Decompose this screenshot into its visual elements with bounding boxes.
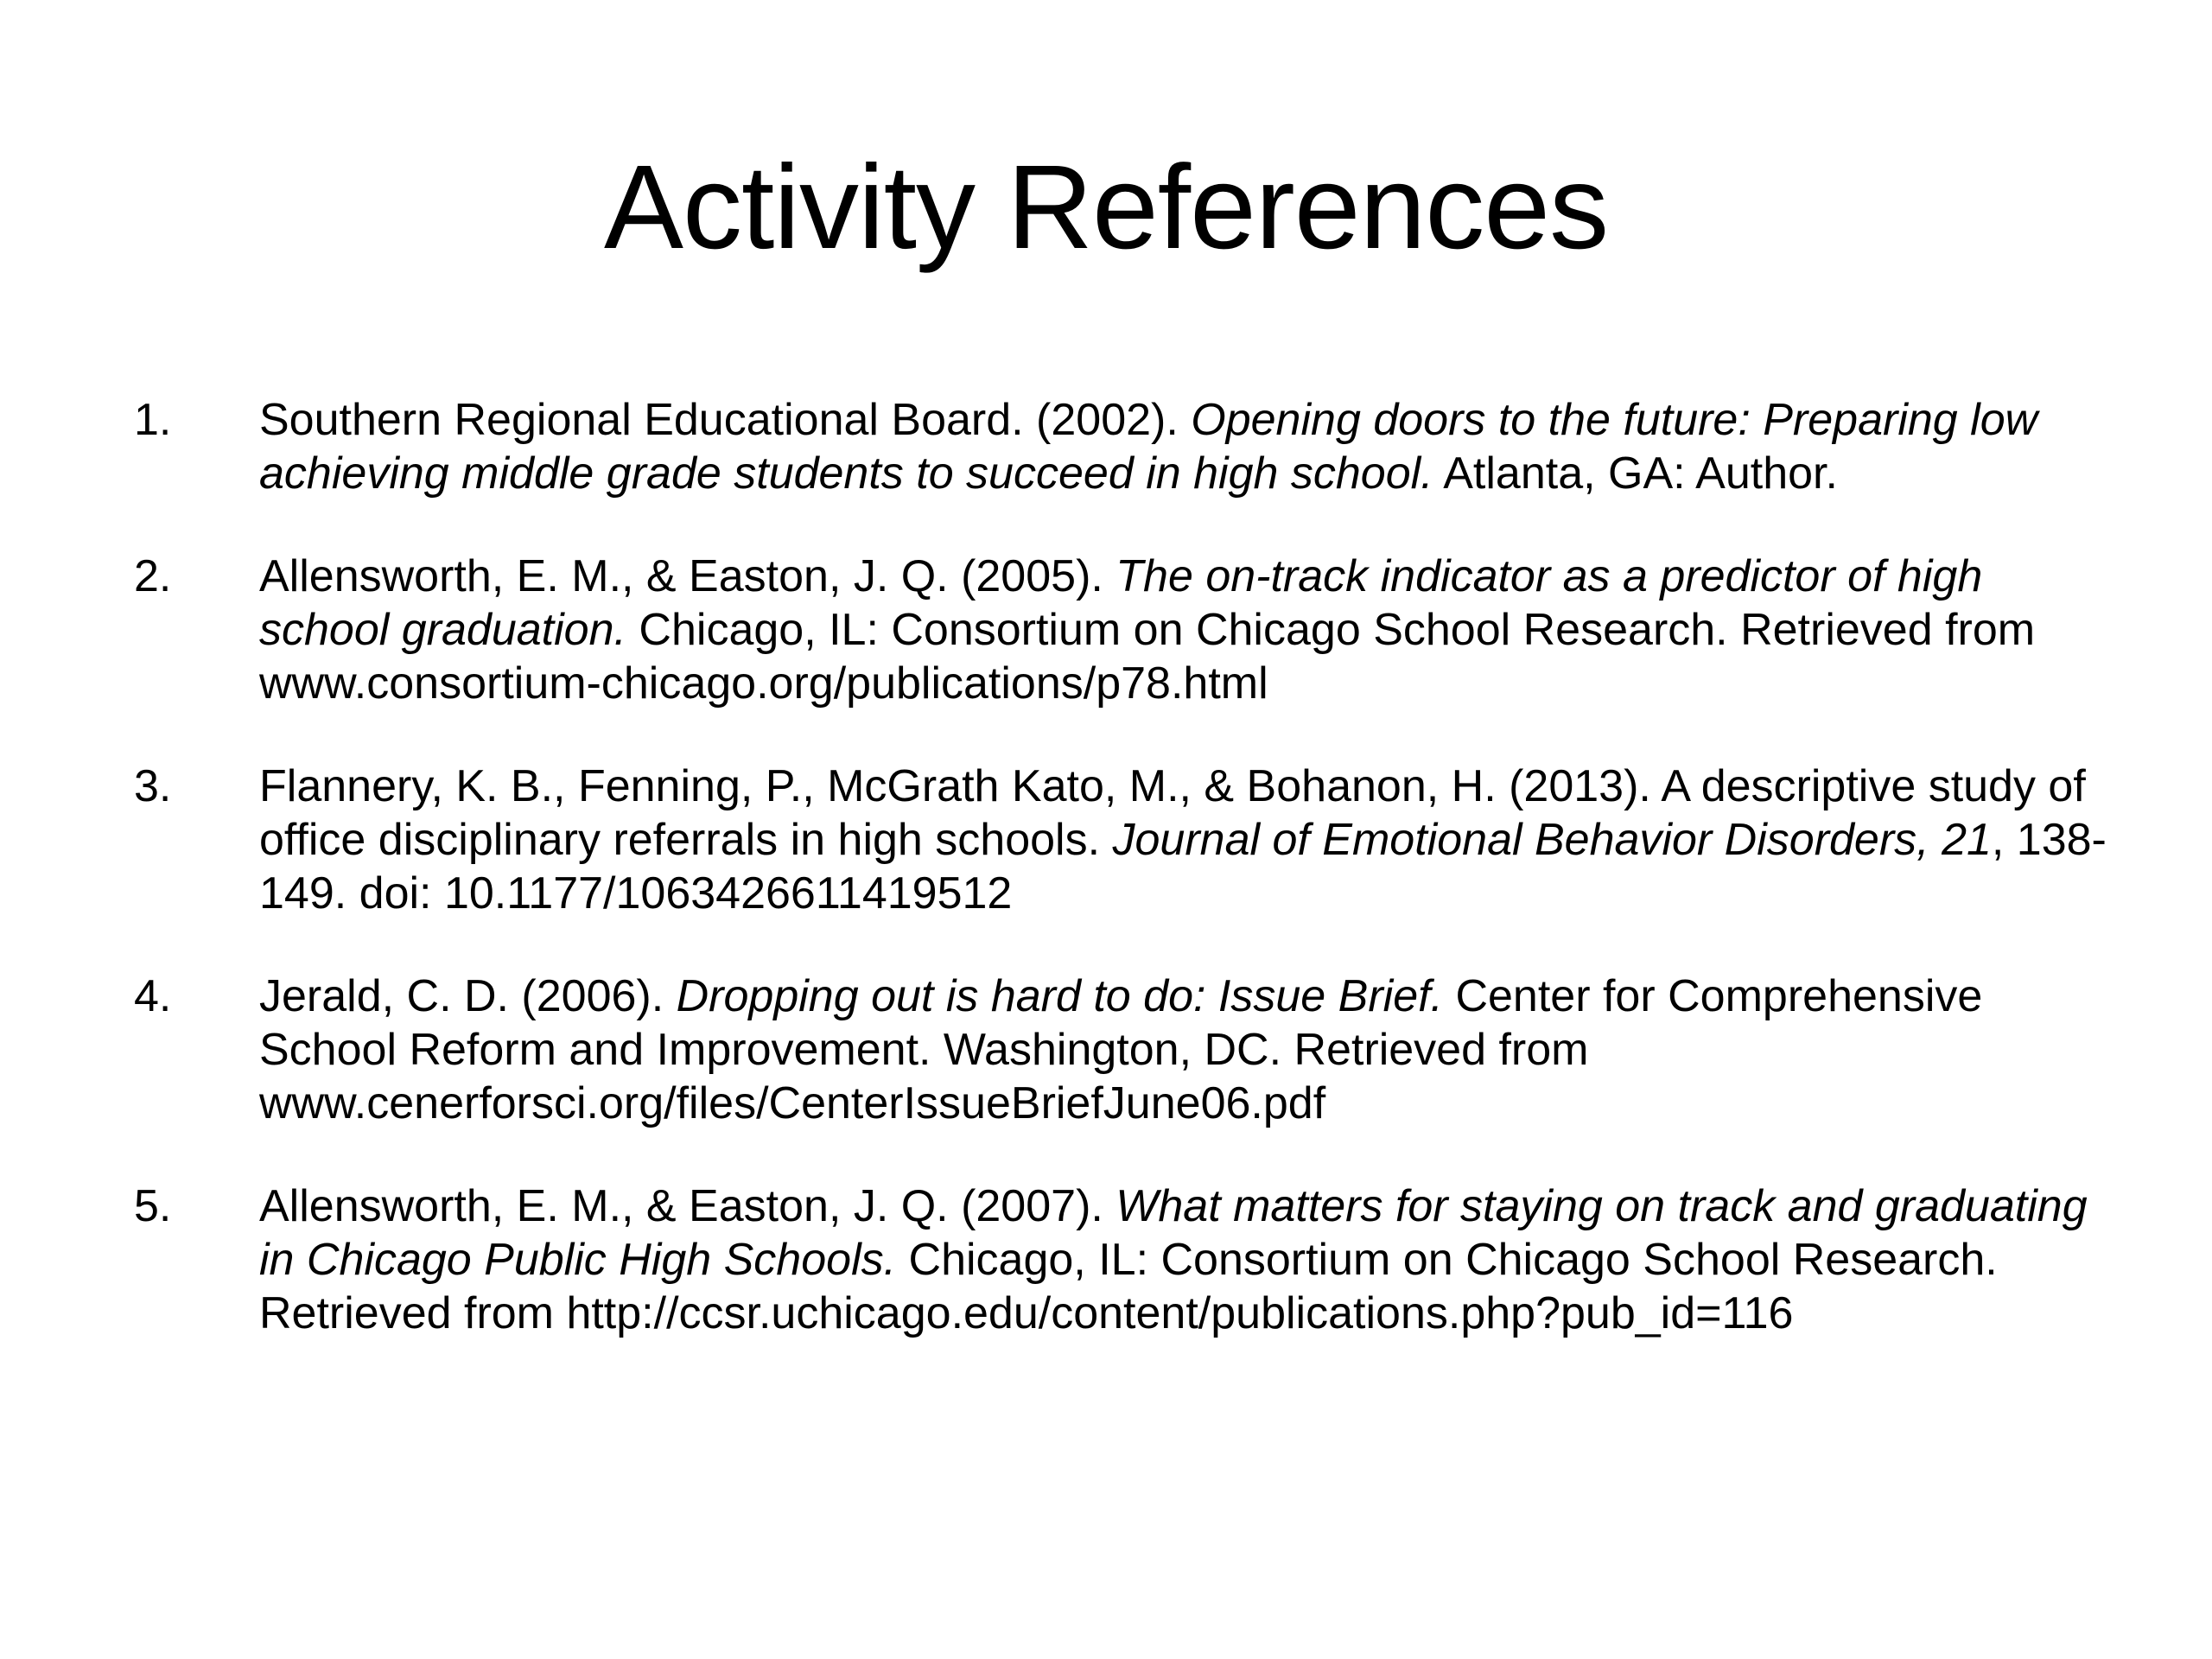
reference-text (259, 1181, 2088, 1338)
reference-title: The on-track indicator as a predictor of high school graduation. (259, 551, 1983, 655)
reference-text (259, 761, 2107, 918)
reference-authors: Jerald, C. D. (2006). (259, 971, 677, 1021)
reference-authors: Allensworth, E. M., & Easton, J. Q. (2005). (259, 551, 1116, 601)
slide-title: Activity References (603, 141, 1609, 274)
reference-number: 5. (134, 1181, 172, 1231)
reference-item (134, 1179, 2113, 1340)
reference-title: Opening doors to the future: Preparing low achieving middle grade students to succeed in high school. (259, 395, 2038, 499)
reference-text (259, 971, 1982, 1128)
reference-number: 4. (134, 971, 172, 1021)
reference-item (134, 393, 2113, 500)
reference-publisher: Atlanta, GA: Author. (1433, 448, 1838, 499)
reference-title: Dropping out is hard to do: Issue Brief. (676, 971, 1444, 1021)
reference-authors: Allensworth, E. M., & Easton, J. Q. (2007). (259, 1181, 1116, 1231)
reference-text (259, 395, 2037, 499)
reference-item (134, 550, 2113, 710)
reference-authors: Southern Regional Educational Board. (2002). (259, 395, 1192, 445)
reference-publisher: Chicago, IL: Consortium on Chicago School Research. Retrieved from www.consortium-chicago.org/publications/p78.html (259, 605, 2036, 709)
reference-pages: , 138-149. doi: 10.1177/1063426611419512 (259, 815, 2107, 918)
reference-publisher: Center for Comprehensive School Reform and Improvement. Washington, DC. Retrieved from www.cenerforsci.org/files/CenterIssueBriefJune06.pdf (259, 971, 1983, 1128)
reference-number: 1. (134, 395, 172, 445)
reference-text (259, 551, 2035, 709)
reference-journal: Journal of Emotional Behavior Disorders, 21 (1112, 815, 1992, 865)
reference-number: 2. (134, 551, 172, 601)
reference-number: 3. (134, 761, 172, 811)
reference-list (134, 393, 2113, 1389)
reference-item (134, 760, 2113, 920)
reference-item (134, 969, 2113, 1130)
reference-title: What matters for staying on track and graduating in Chicago Public High Schools. (259, 1181, 2088, 1285)
reference-authors: Flannery, K. B., Fenning, P., McGrath Kato, M., & Bohanon, H. (2013). A descriptive study of office disciplinary referrals in high schools. (259, 761, 2086, 865)
reference-publisher: Chicago, IL: Consortium on Chicago School Research. Retrieved from http://ccsr.uchicago.edu/content/publications.php?pub_id=116 (259, 1235, 1998, 1338)
